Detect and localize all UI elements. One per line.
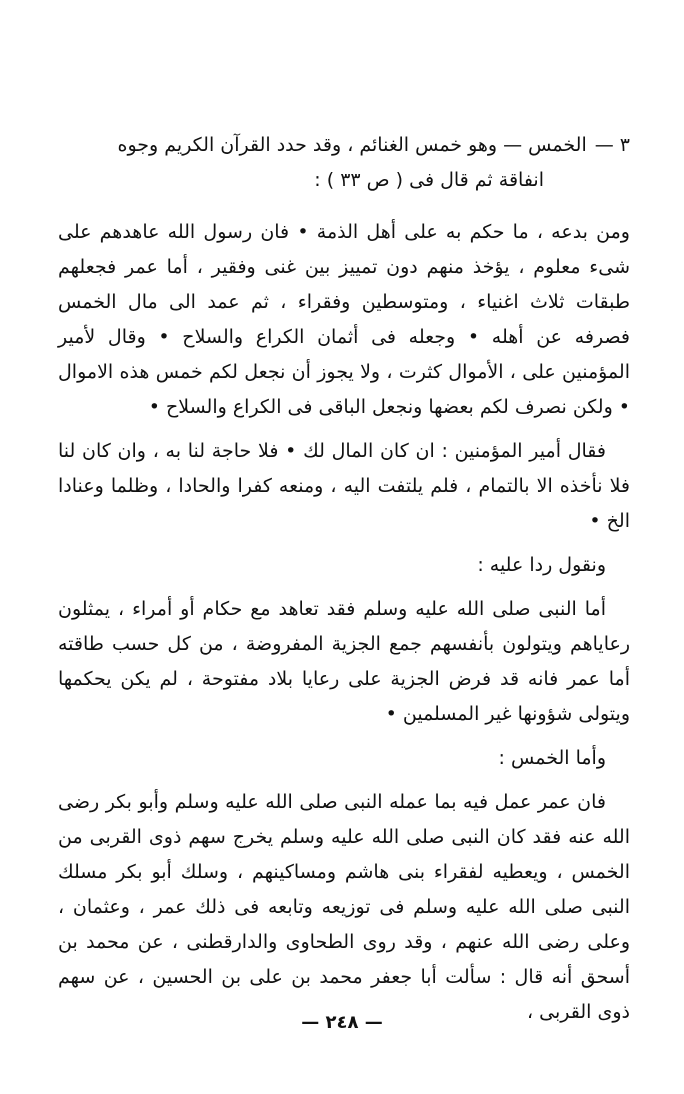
item-3-title: الخمس — وهو خمس الغنائم ، وقد حدد القرآن الكريم وجوه bbox=[117, 134, 587, 156]
reply-paragraph: أما النبى صلى الله عليه وسلم فقد تعاهد مع حكام أو أمراء ، يمثلون رعاياهم ويتولون بأنفسهم جمع الجزية المفروضة ، من كل حسب طاقته أما عمر فانه قد فرض الجزية على رعايا بلاد مفتوحة ، لم يكن يحكمها ويتولى شؤونها غير المسلمين • bbox=[58, 598, 630, 725]
page-body bbox=[58, 128, 630, 1030]
item-3-line-2: انفاقة ثم قال فى ( ص ٣٣ ) : bbox=[314, 169, 544, 191]
item-3-line-1 bbox=[58, 128, 630, 163]
quote-paragraph-1: ومن بدعه ، ما حكم به على أهل الذمة • فان رسول الله عاهدهم على شىء معلوم ، يؤخذ منهم دون تمييز بين غنى وفقير ، أما عمر فجعلهم طبقات ثلاث اغنياء ، ومتوسطين وفقراء ، ثم عمد الى مال الخمس فصرفه عن أهله • وجعله فى أثمان الكراع والسلاح • وقال لأمير المؤمنين على ، الأموال كثرت ، ولا يجوز أن نجعل لكم خمس هذه الاموال • ولكن نصرف لكم بعضها ونجعل الباقى فى الكراع والسلاح • bbox=[58, 221, 630, 418]
khums-paragraph: فان عمر عمل فيه بما عمله النبى صلى الله عليه وسلم وأبو بكر رضى الله عنه فقد كان النبى صلى الله عليه وسلم يخرج سهم ذوى القربى من الخمس ، ويعطيه لفقراء بنى هاشم ومساكينهم ، وسلك أبو بكر مسلك النبى صلى الله عليه وسلم فى توزيعه وتابعه فى ذلك عمر ، وعثمان ، وعلى رضى الله عنهم ، وقد روى الطحاوى والدارقطنى ، عن محمد بن أسحق أنه قال : سألت أبا جعفر محمد بن على بن الحسين ، عن سهم ذوى القربى ، bbox=[58, 791, 630, 1023]
quote-paragraph-2: فقال أمير المؤمنين : ان كان المال لك • فلا حاجة لنا به ، وان كان لنا فلا نأخذه الا بالتمام ، فلم يلتفت اليه ، ومنعه كفرا والحادا ، وظلما وعنادا الخ • bbox=[58, 440, 630, 532]
item-number: ٣ — bbox=[594, 134, 630, 156]
page-number: — ٢٤٨ — bbox=[301, 1012, 383, 1033]
khums-heading: وأما الخمس : bbox=[498, 747, 606, 769]
reply-heading: ونقول ردا عليه : bbox=[477, 554, 606, 576]
